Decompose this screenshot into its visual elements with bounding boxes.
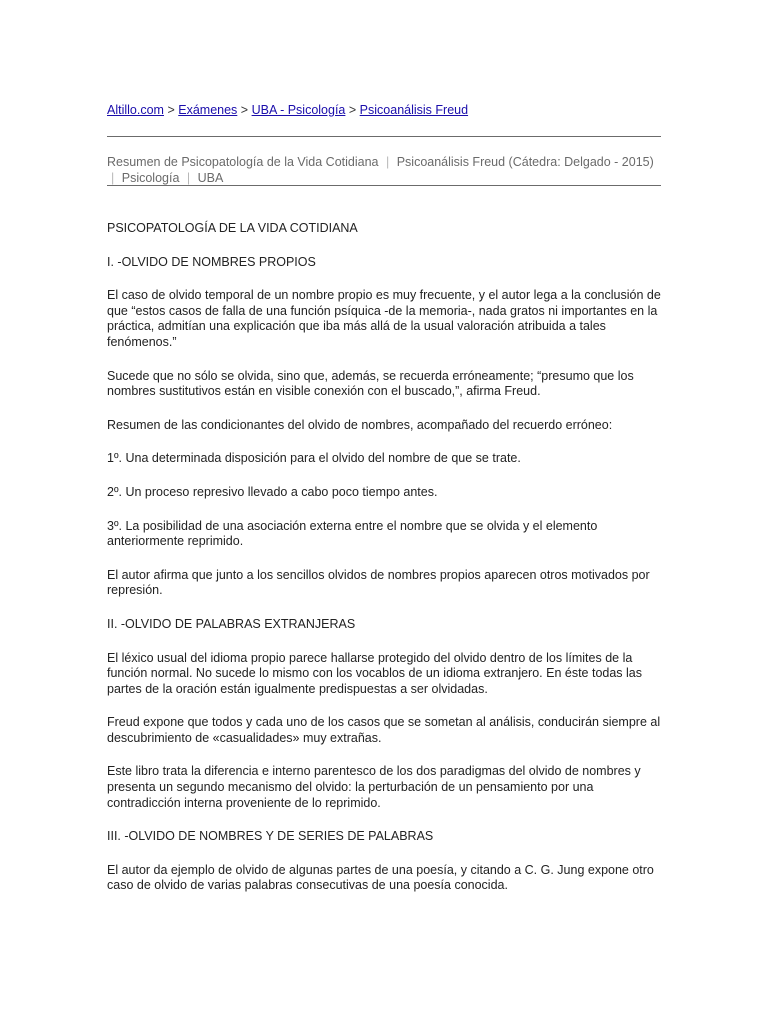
breadcrumb-link-uba-psicologia[interactable]: UBA - Psicología (251, 103, 346, 117)
meta-divider: | (111, 171, 115, 185)
breadcrumb-link-altillo[interactable]: Altillo.com (107, 103, 164, 117)
breadcrumb-link-examenes[interactable]: Exámenes (178, 103, 238, 117)
paragraph: El autor da ejemplo de olvido de algunas partes de una poesía, y citando a C. G. Jung expone otro caso de olvido de varias palabras consecutivas de una poesía conocida. (107, 862, 654, 893)
section-heading: I. -OLVIDO DE NOMBRES PROPIOS (107, 254, 316, 269)
breadcrumb-link-psicoanalisis-freud[interactable]: Psicoanálisis Freud (359, 103, 469, 117)
breadcrumb-separator: > (167, 103, 175, 117)
list-item: 1º. Una determinada disposición para el olvido del nombre de que se trate. (107, 451, 521, 466)
paragraph: El autor afirma que junto a los sencillos olvidos de nombres propios aparecen otros motivados por represión. (107, 567, 650, 598)
paragraph: El léxico usual del idioma propio parece hallarse protegido del olvido dentro de los límites de la función normal. No sucede lo mismo con los vocablos de un idioma extranjero. En éste todas las partes de la oración están igualmente predispuestas a ser olvidadas. (107, 650, 643, 696)
meta-divider: | (186, 171, 191, 185)
breadcrumb-separator: > (240, 103, 249, 117)
meta-course: Psicoanálisis Freud (Cátedra: Delgado - 2015) (396, 155, 654, 169)
paragraph: Sucede que no sólo se olvida, sino que, además, se recuerda erróneamente; “presumo que los nombres sustitutivos están en visible conexión con el buscado,”, afirma Freud. (107, 368, 634, 399)
list-item: 3º. La posibilidad de una asociación externa entre el nombre que se olvida y el elemento anteriormente reprimido. (107, 518, 598, 549)
list-item: 2º. Un proceso represivo llevado a cabo poco tiempo antes. (107, 484, 438, 499)
meta-divider-line (107, 185, 661, 186)
paragraph: Freud expone que todos y cada uno de los casos que se sometan al análisis, conducirán siempre al descubrimiento de «casualidades» muy extrañas. (107, 715, 661, 745)
paragraph: Resumen de las condicionantes del olvido de nombres, acompañado del recuerdo erróneo: (107, 417, 613, 432)
paragraph: Este libro trata la diferencia e interno parentesco de los dos paradigmas del olvido de nombres y presenta un segundo mecanismo del olvido: la perturbación de un pensamiento por una contradicción interna proveniente de lo reprimido. (107, 764, 641, 810)
paragraph: El caso de olvido temporal de un nombre propio es muy frecuente, y el autor lega a la conclusión de que “estos casos de falla de una función psíquica -de la memoria-, nada gratos ni importantes en la práctica, admitían una explicación que iba más allá de la usual valoración atribuida a tales fenómenos.” (107, 288, 661, 349)
breadcrumb-separator: > (348, 103, 357, 117)
section-heading: II. -OLVIDO DE PALABRAS EXTRANJERAS (107, 616, 356, 631)
section-heading: III. -OLVIDO DE NOMBRES Y DE SERIES DE PALABRAS (107, 829, 434, 844)
breadcrumb (107, 103, 468, 117)
meta-university: UBA (197, 171, 224, 185)
article-body (107, 221, 663, 912)
document-title: PSICOPATOLOGÍA DE LA VIDA COTIDIANA (107, 221, 358, 235)
top-divider (107, 136, 661, 137)
meta-subject: Psicología (121, 171, 180, 185)
meta-divider: | (385, 155, 390, 169)
document-meta (107, 154, 661, 186)
meta-title: Resumen de Psicopatología de la Vida Cotidiana (107, 155, 379, 169)
